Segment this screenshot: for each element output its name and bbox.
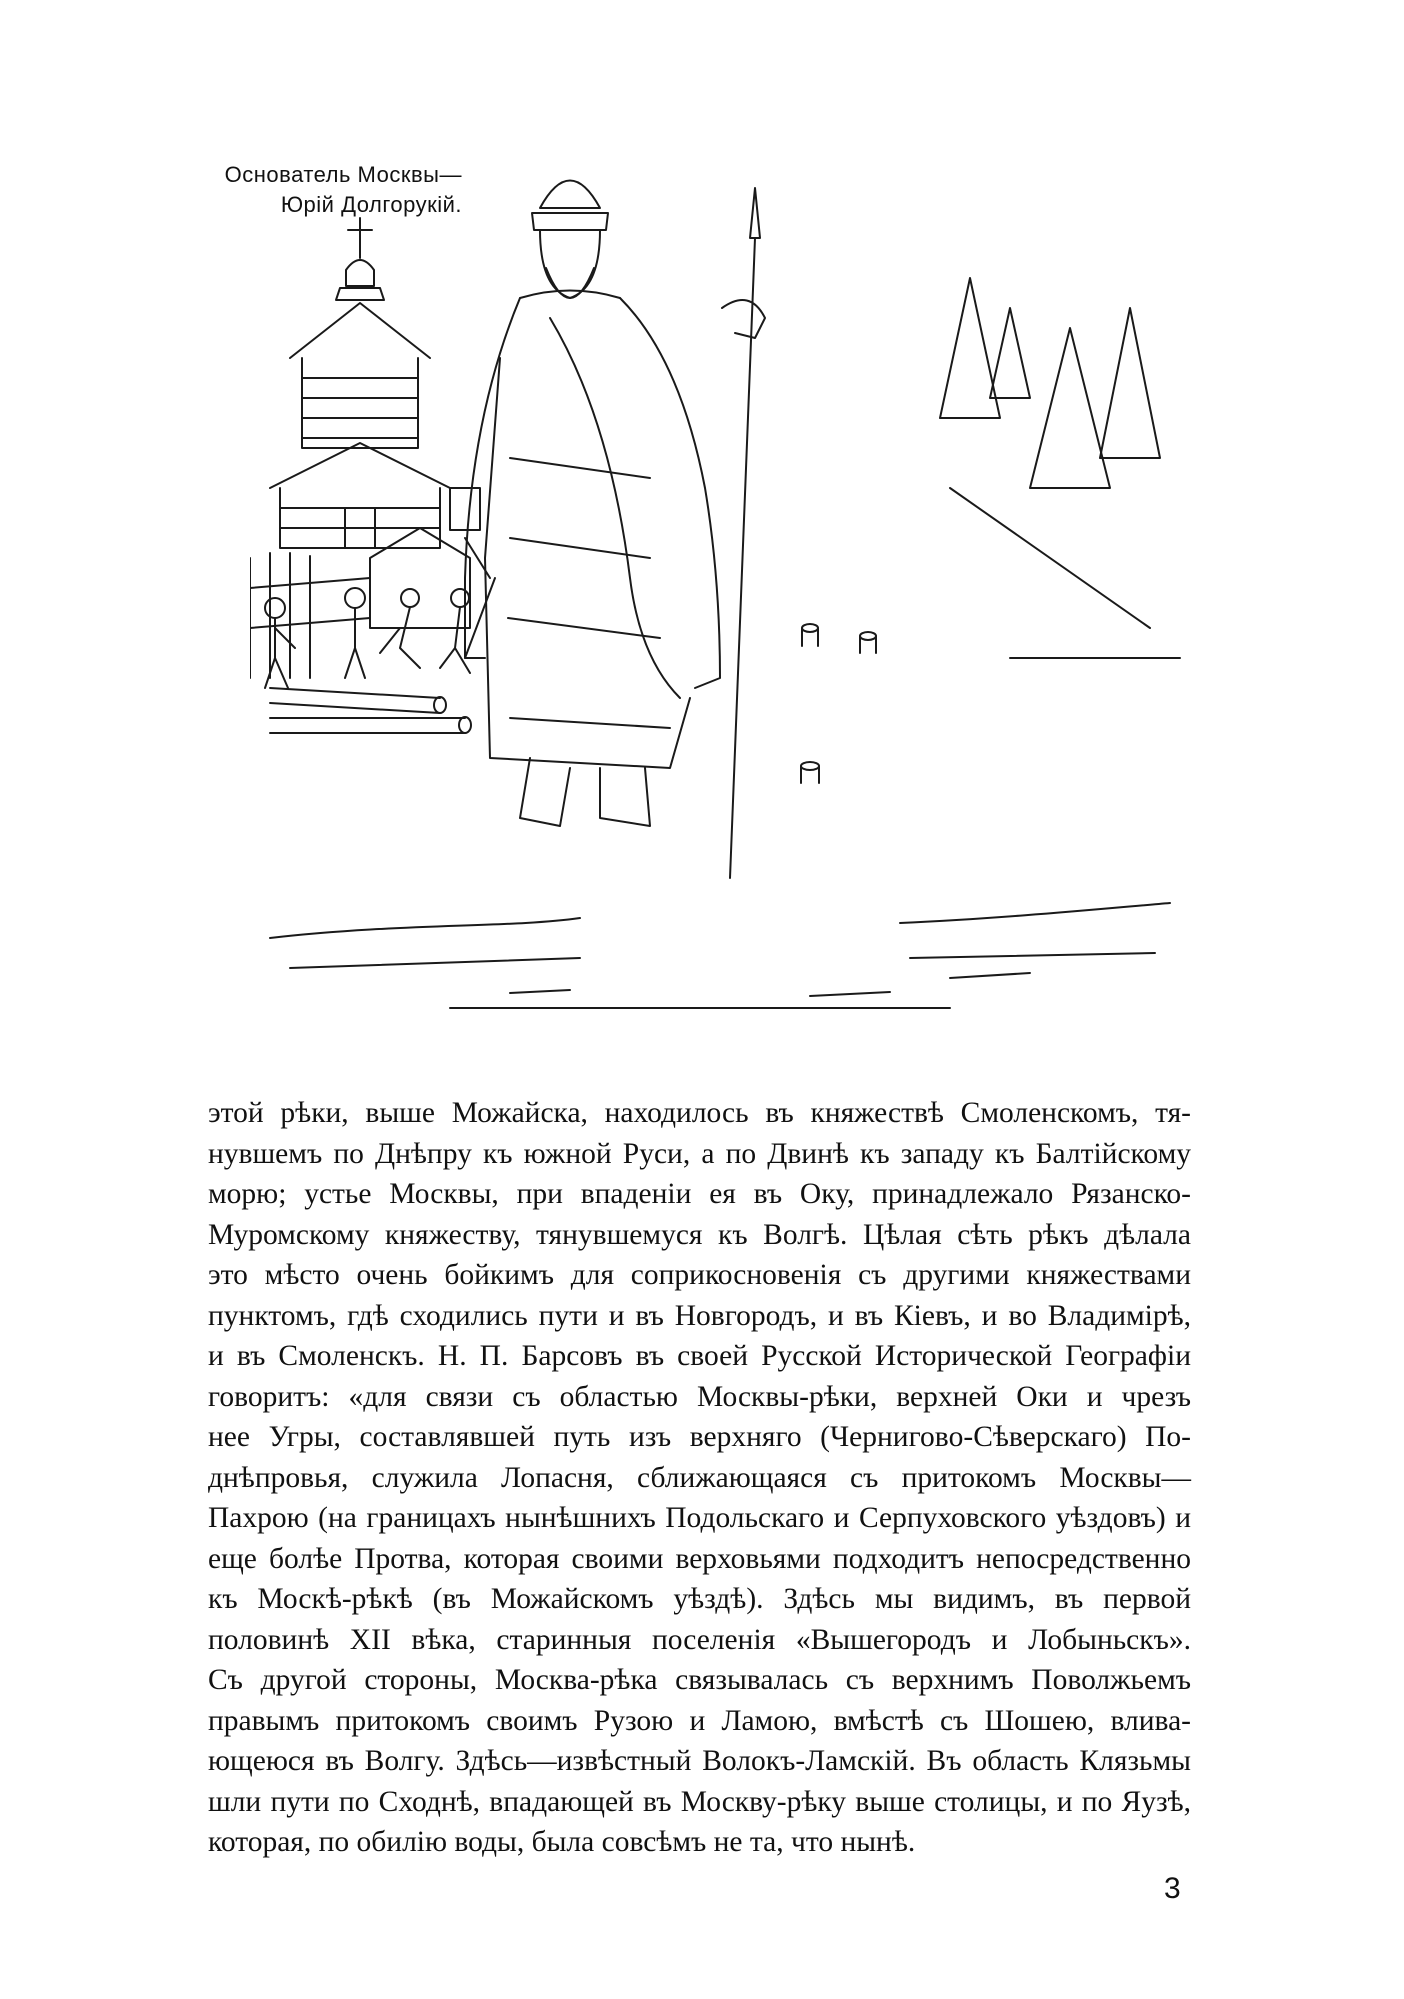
text-line: ющеюся въ Волгу. Здѣсь—извѣстный Волокъ-Ламскій. Въ область Клязьмы [208,1745,1191,1777]
text-line: это мѣсто очень бойкимъ для соприкосновенія съ другими княжествами [208,1259,1191,1291]
caption-line-2: Юрій Долгорукій. [280,192,462,217]
text-line: и въ Смоленскъ. Н. П. Барсовъ въ своей Русской Исторической Географіи [208,1340,1191,1372]
page-number: 3 [1164,1872,1181,1905]
text-line: еще болѣе Протва, которая своими верховьями подходитъ непосредственно [208,1542,1191,1575]
text-line: этой рѣки, выше Можайска, находилось въ княжествѣ Смоленскомъ, тя- [208,1097,1191,1129]
text-line: нее Угры, составлявшей путь изъ верхняго (Черниговo-Сѣверскаго) По- [208,1421,1191,1453]
text-line: нувшемъ по Днѣпру къ южной Руси, а по Двинѣ къ западу къ Балтійскому [208,1137,1191,1170]
wooden-church [270,218,450,548]
text-line: морю; устье Москвы, при впаденіи ея въ Оку, принадлежало Рязанско- [208,1178,1191,1210]
text-line: правымъ притокомъ своимъ Рузою и Ламою, вмѣстѣ съ Шошею, влива- [208,1704,1191,1737]
text-line: Съ другой стороны, Москва-рѣка связывалась съ верхнимъ Поволжьемъ [208,1664,1191,1696]
text-line: Муромскому княжеству, тянувшемуся къ Волгѣ. Цѣлая сѣть рѣкъ дѣлала [208,1218,1191,1251]
fir-trees [940,278,1180,658]
text-line: днѣпровья, служила Лопасня, сближающаяся съ притокомъ Москвы— [208,1461,1191,1494]
staff [722,188,765,878]
text-line: которая, по обилію воды, была совсѣмъ не та, что нынѣ. [208,1826,916,1858]
ground-hatching [270,903,1170,1008]
illustration-yuri-dolgoruky [250,158,1190,1038]
text-line: половинѣ XII вѣка, старинныя поселенія «Вышегородъ и Лобыньскъ». [208,1623,1191,1656]
text-line: пунктомъ, гдѣ сходились пути и въ Новгородъ, и въ Кіевъ, и во Владимірѣ, [208,1299,1191,1332]
text-line: Пахрою (на границахъ нынѣшнихъ Подольскаго и Серпуховского уѣздовъ) и [208,1502,1191,1534]
logs [270,688,471,733]
text-line: шли пути по Сходнѣ, впадающей въ Москву-рѣку выше столицы, и по Яузѣ, [208,1785,1191,1818]
stumps [801,624,876,783]
prince-figure [450,181,720,827]
body-text [208,1093,1191,1863]
text-line: къ Москѣ-рѣкѣ (въ Можайскомъ уѣздѣ). Здѣсь мы видимъ, въ первой [208,1583,1191,1615]
workers [265,588,470,688]
text-line: говоритъ: «для связи съ областью Москвы-рѣки, верхней Оки и чрезъ [208,1380,1191,1413]
caption-line-1: Основатель Москвы— [224,162,462,187]
